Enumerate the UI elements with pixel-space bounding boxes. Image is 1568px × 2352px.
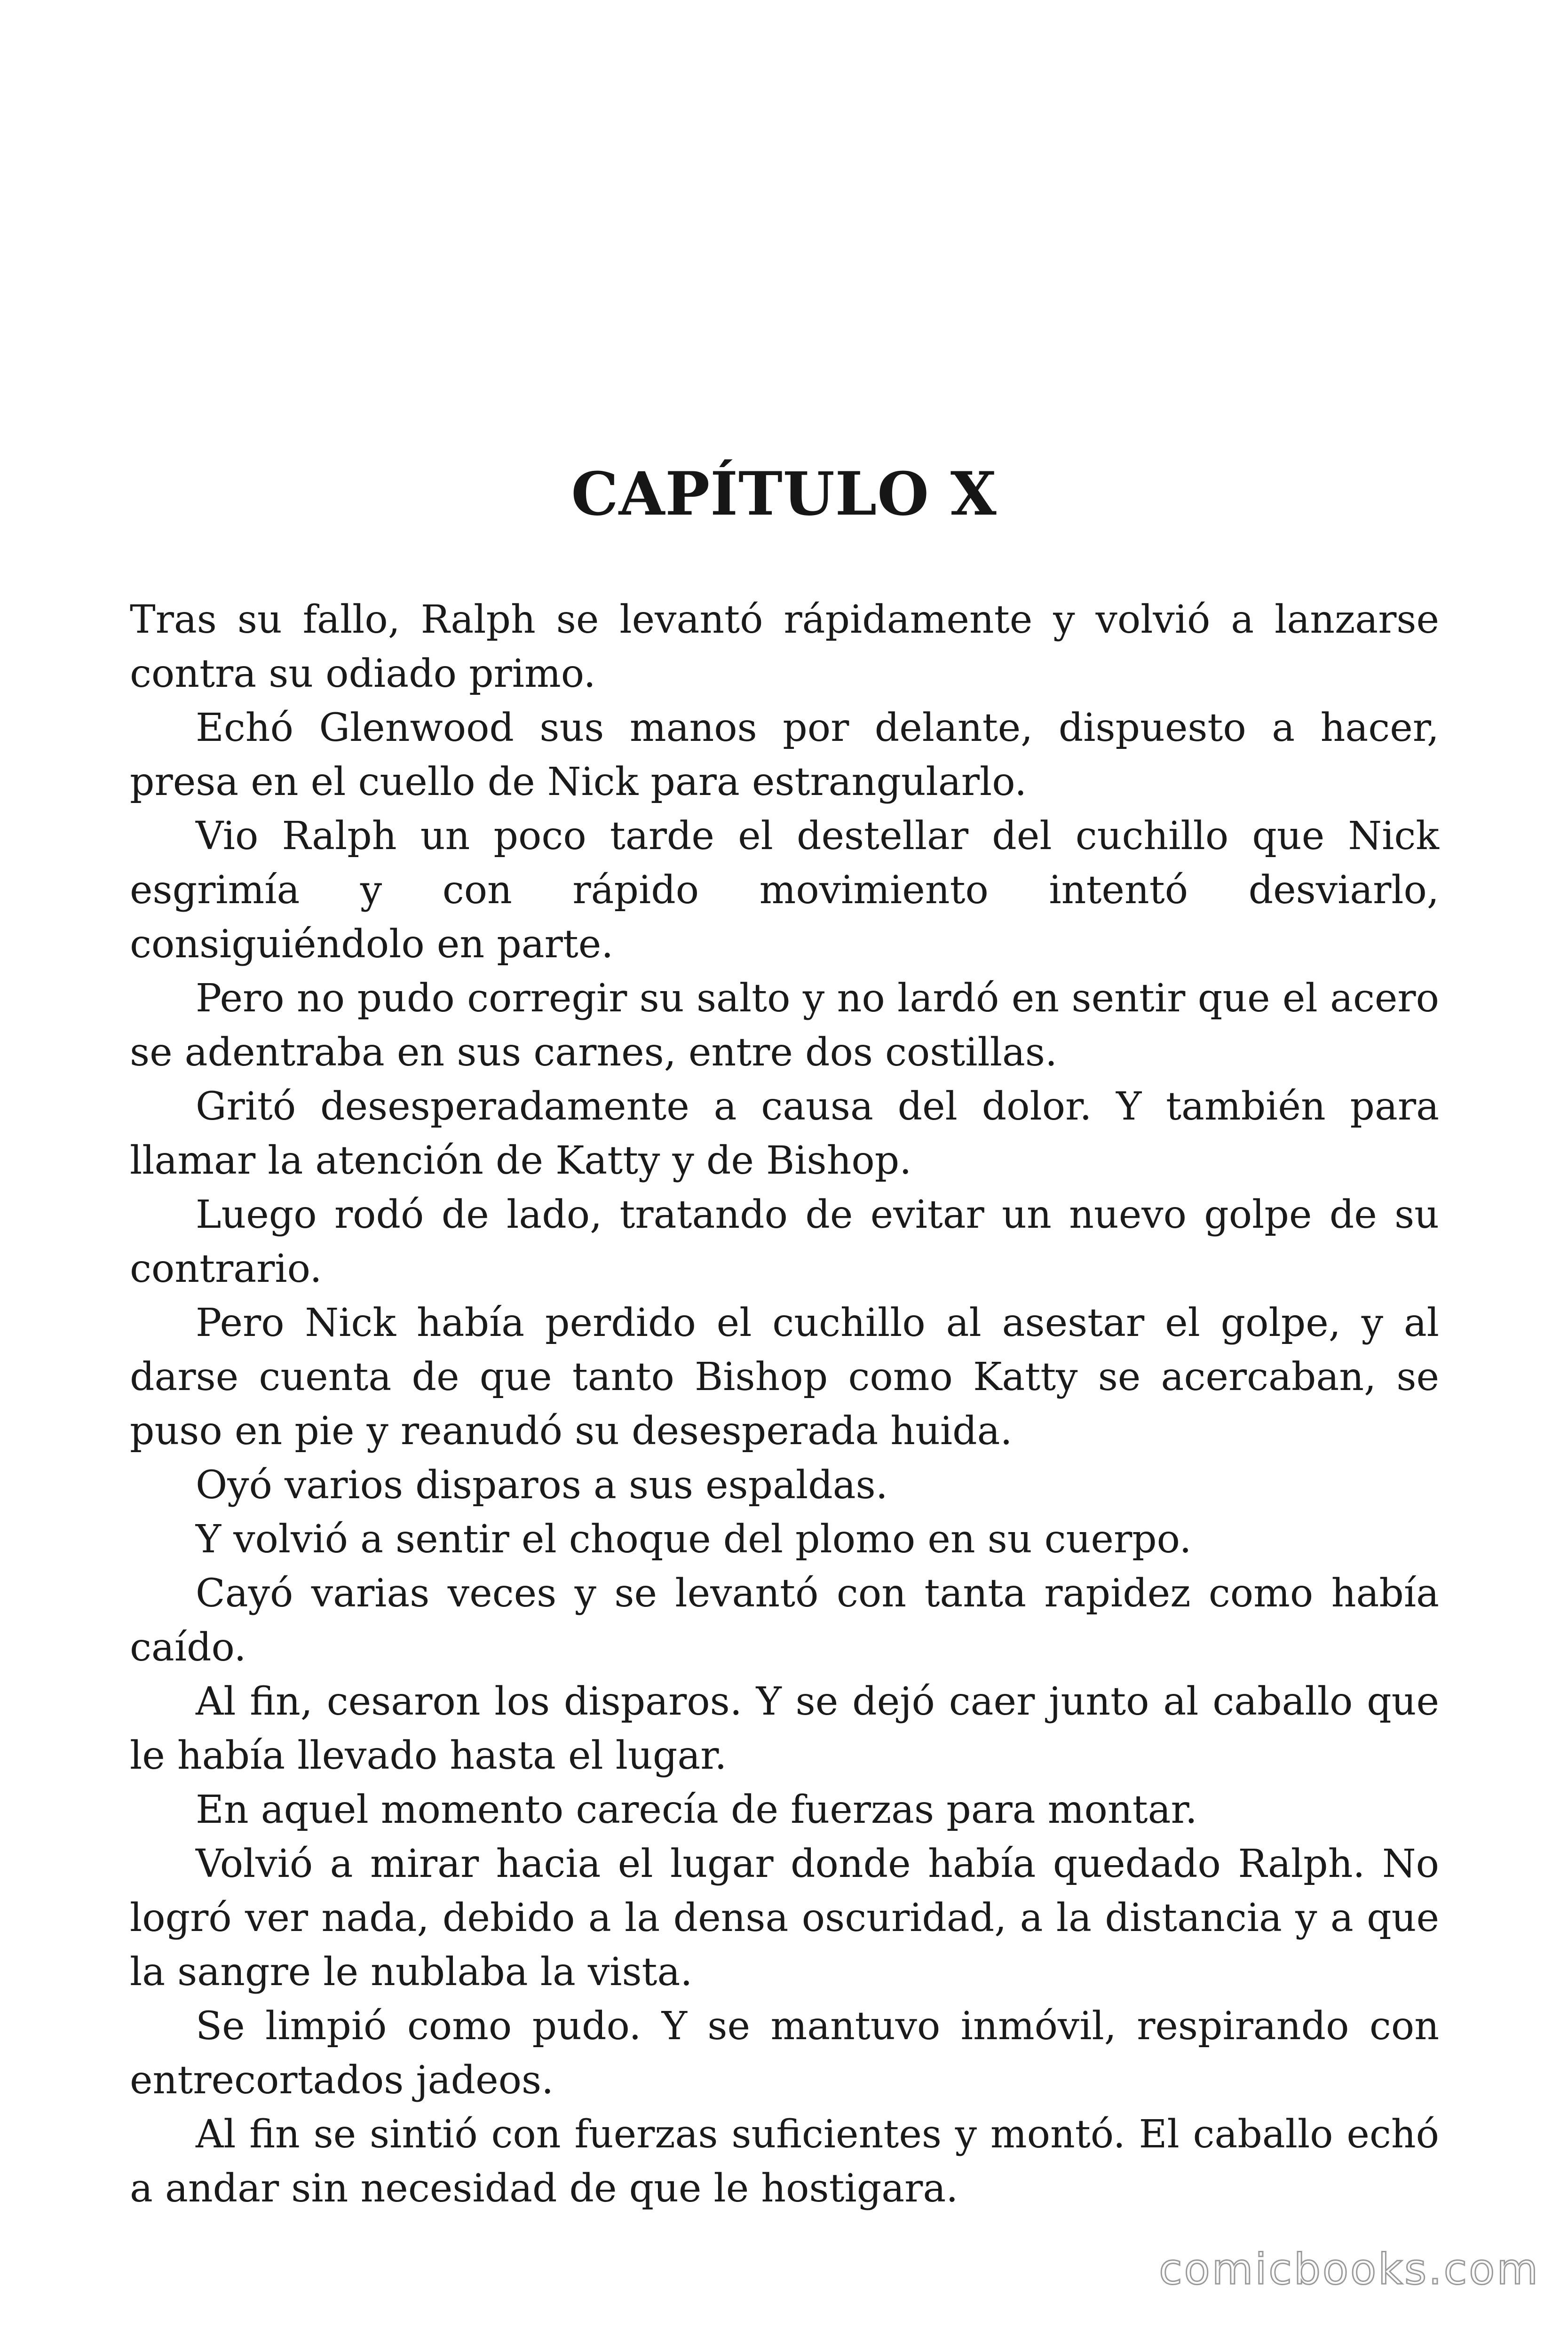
paragraph: Pero no pudo corregir su salto y no lardó en sentir que el acero se adentraba en sus carnes, entre dos costillas. bbox=[130, 976, 1439, 1075]
paragraph: Se limpió como pudo. Y se mantuvo inmóvil, respirando con entrecortados jadeos. bbox=[130, 2004, 1439, 2103]
paragraph: Luego rodó de lado, tratando de evitar un nuevo golpe de su contrario. bbox=[130, 1192, 1439, 1291]
paragraph: Echó Glenwood sus manos por delante, dispuesto a hacer, presa en el cuello de Nick para estrangularlo. bbox=[130, 706, 1439, 804]
paragraph: Pero Nick había perdido el cuchillo al asestar el golpe, y al darse cuenta de que tanto Bishop como Katty se acercaban, se puso en pie y reanudó su desesperada huida. bbox=[130, 1301, 1439, 1454]
paragraph: Al fin se sintió con fuerzas suficientes y montó. El caballo echó a andar sin necesidad de que le hostigara. bbox=[130, 2112, 1439, 2211]
chapter-body bbox=[130, 593, 1439, 2216]
paragraph: Cayó varias veces y se levantó con tanta rapidez como había caído. bbox=[130, 1571, 1439, 1670]
watermark: comicbooks.com bbox=[1159, 2245, 1540, 2294]
paragraph: Vio Ralph un poco tarde el destellar del cuchillo que Nick esgrimía y con rápido movimiento intentó desviarlo, consiguiéndolo en parte. bbox=[130, 814, 1439, 967]
paragraph: Oyó varios disparos a sus espaldas. bbox=[196, 1463, 888, 1508]
paragraph: Volvió a mirar hacia el lugar donde había quedado Ralph. No logró ver nada, debido a la densa oscuridad, a la distancia y a que la sangre le nublaba la vista. bbox=[130, 1842, 1439, 1994]
chapter-title: CAPÍTULO X bbox=[571, 459, 997, 529]
paragraph: Tras su fallo, Ralph se levantó rápidamente y volvió a lanzarse contra su odiado primo. bbox=[130, 597, 1439, 696]
paragraph: Al fin, cesaron los disparos. Y se dejó caer junto al caballo que le había llevado hasta el lugar. bbox=[130, 1679, 1439, 1778]
paragraph: Gritó desesperadamente a causa del dolor. Y también para llamar la atención de Katty y de Bishop. bbox=[130, 1084, 1439, 1183]
paragraph: En aquel momento carecía de fuerzas para montar. bbox=[196, 1788, 1197, 1832]
paragraph: Y volvió a sentir el choque del plomo en su cuerpo. bbox=[196, 1517, 1192, 1562]
